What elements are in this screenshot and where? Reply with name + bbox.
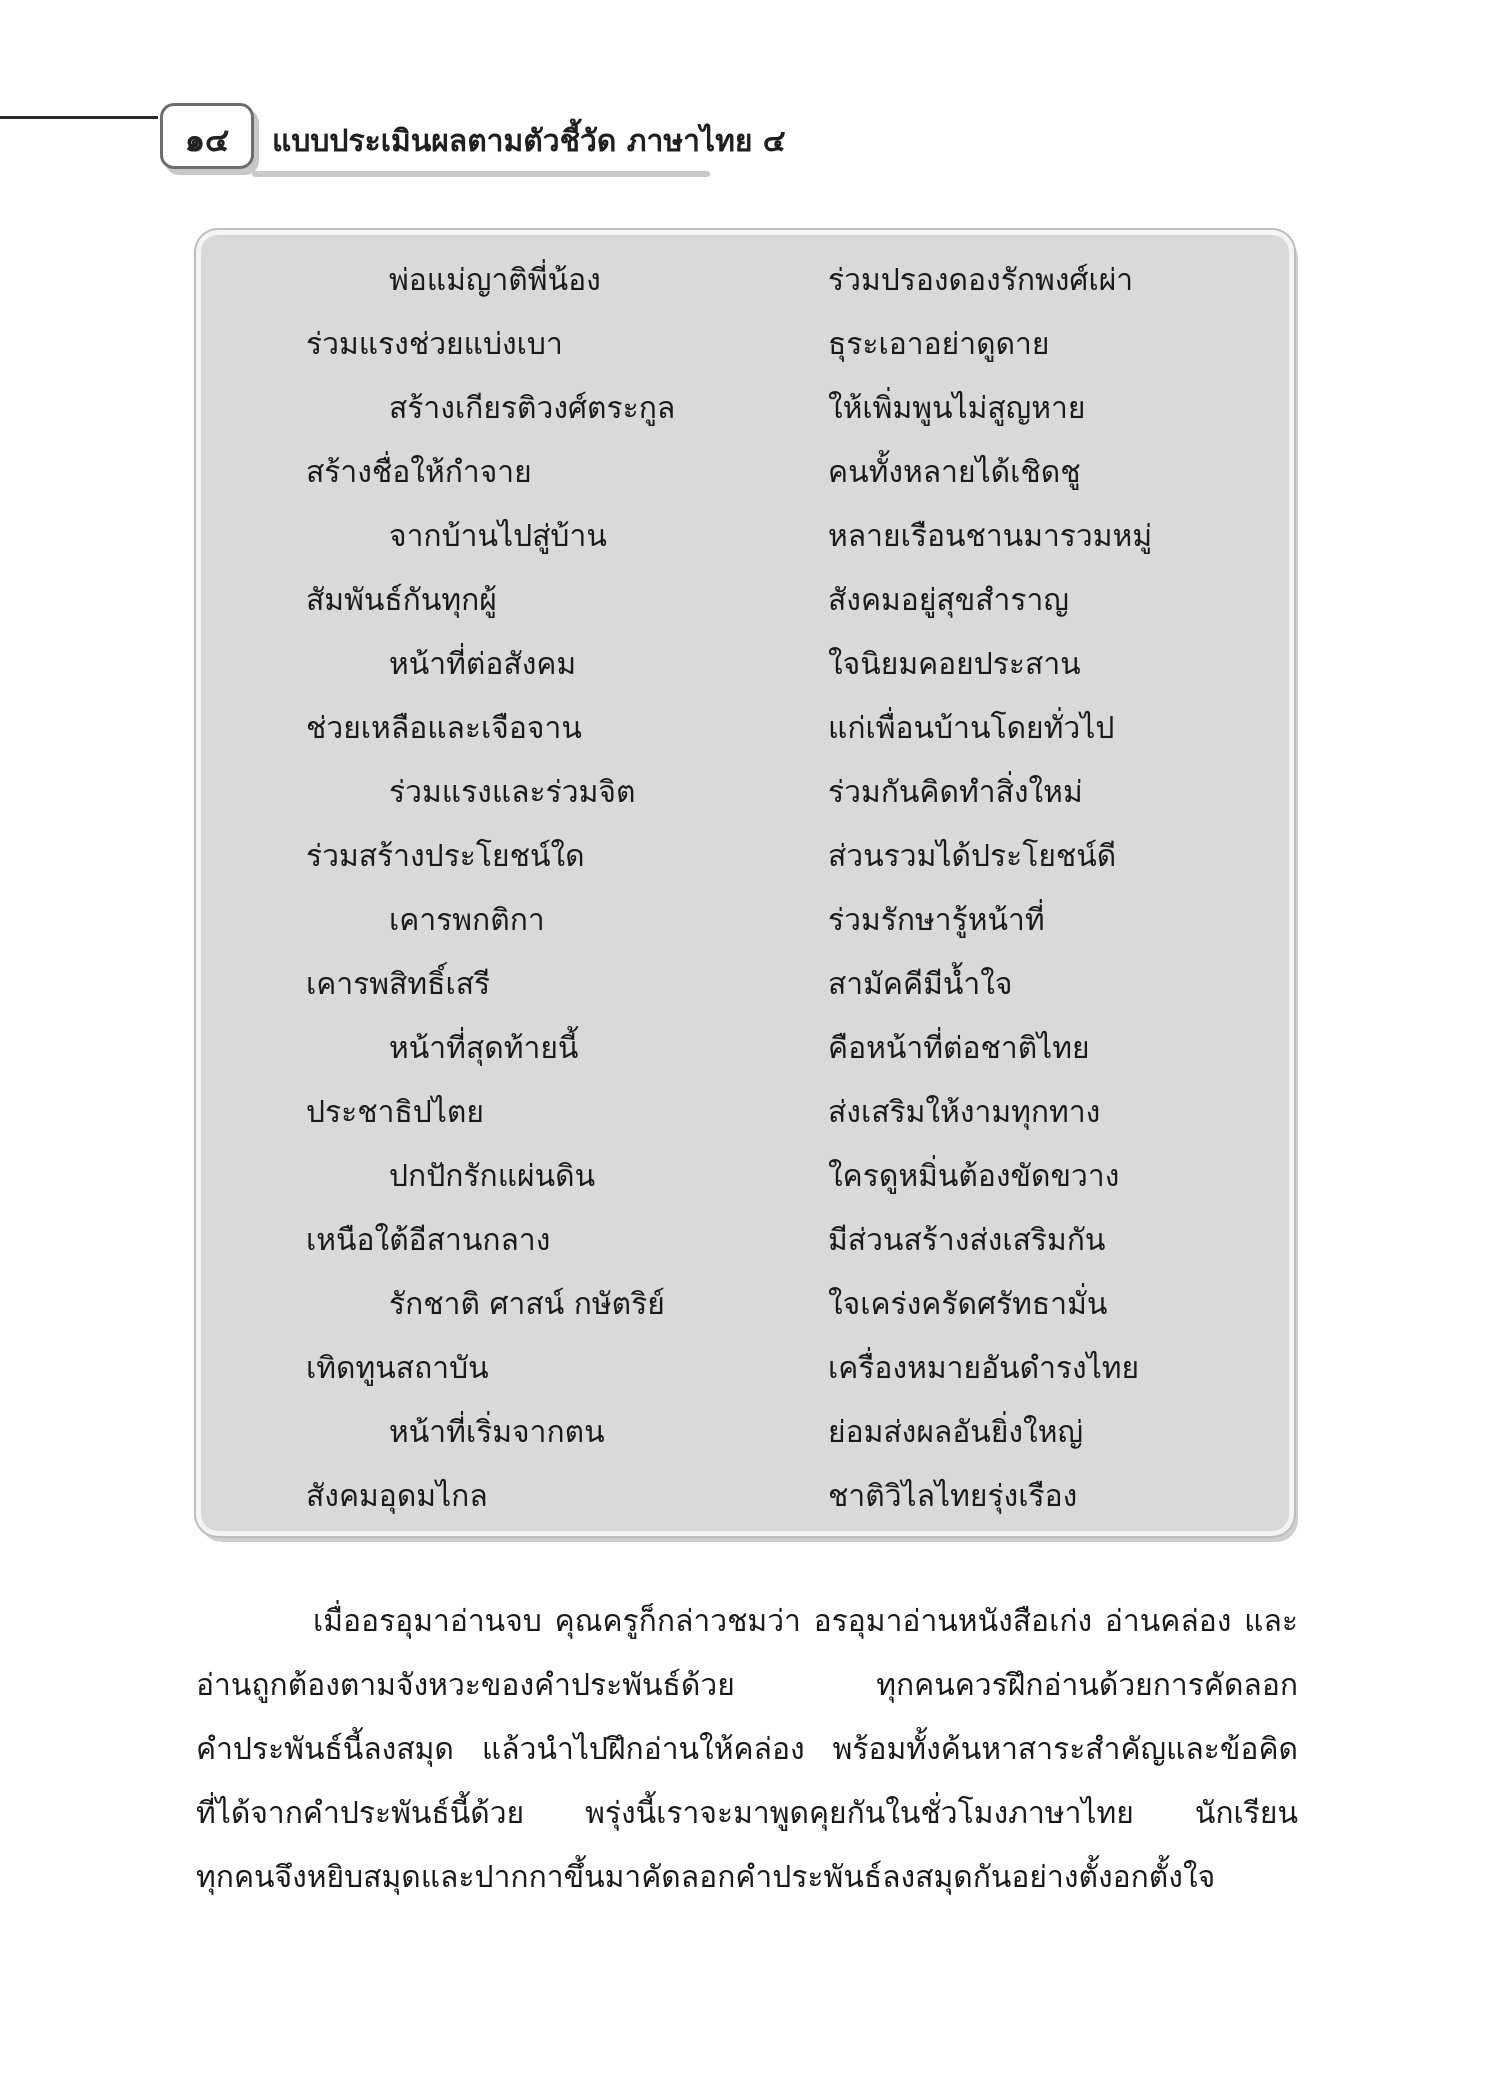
poem-line-first-half: หน้าที่สุดท้ายนี้ xyxy=(389,1031,579,1066)
poem-line-second-half: ย่อมส่งผลอันยิ่งใหญ่ xyxy=(828,1415,1084,1450)
poem-line xyxy=(201,1337,1289,1401)
page-number-tab xyxy=(160,103,254,169)
prose-line: อ่านถูกต้องตามจังหวะของคำประพันธ์ด้วย ทุกคนควรฝึกอ่านด้วยการคัดลอก xyxy=(196,1668,1298,1703)
poem-line-first-half: ร่วมสร้างประโยชน์ใด xyxy=(306,839,585,874)
poem-line-first-half: เคารพสิทธิ์เสรี xyxy=(306,967,491,1002)
poem-line-second-half: แก่เพื่อนบ้านโดยทั่วไป xyxy=(828,711,1115,746)
header-rule xyxy=(0,116,158,119)
poem-line xyxy=(201,569,1289,633)
poem-line-second-half: ร่วมปรองดองรักพงศ์เผ่า xyxy=(828,263,1134,298)
poem-line-first-half: พ่อแม่ญาติพี่น้อง xyxy=(389,263,601,298)
poem-line-second-half: ส่วนรวมได้ประโยชน์ดี xyxy=(828,839,1117,874)
poem-line-first-half: หน้าที่ต่อสังคม xyxy=(389,647,577,682)
poem-line xyxy=(201,1273,1289,1337)
header-title: แบบประเมินผลตามตัวชี้วัด ภาษาไทย ๔ xyxy=(272,124,786,159)
header-underline xyxy=(252,171,710,177)
page-header xyxy=(0,90,786,180)
prose-line: ที่ได้จากคำประพันธ์นี้ด้วย พรุ่งนี้เราจะมาพูดคุยกันในชั่วโมงภาษาไทย นักเรียน xyxy=(196,1796,1298,1831)
poem-line-first-half: จากบ้านไปสู่บ้าน xyxy=(389,519,607,554)
page-number: ๑๔ xyxy=(184,121,230,159)
poem-line xyxy=(201,1465,1289,1529)
poem-line-second-half: มีส่วนสร้างส่งเสริมกัน xyxy=(828,1223,1106,1258)
poem-line-second-half: ร่วมรักษารู้หน้าที่ xyxy=(828,903,1045,938)
poem-line xyxy=(201,441,1289,505)
poem-line xyxy=(201,761,1289,825)
poem-line-second-half: ชาติวิไลไทยรุ่งเรือง xyxy=(828,1479,1078,1514)
poem-line xyxy=(201,825,1289,889)
prose-line: ทุกคนจึงหยิบสมุดและปากกาขึ้นมาคัดลอกคำประพันธ์ลงสมุดกันอย่างตั้งอกตั้งใจ xyxy=(196,1860,1216,1895)
poem-line-first-half: สัมพันธ์กันทุกผู้ xyxy=(306,583,497,618)
poem-line-second-half: ร่วมกันคิดทำสิ่งใหม่ xyxy=(828,775,1083,810)
poem-line-second-half: ให้เพิ่มพูนไม่สูญหาย xyxy=(828,391,1086,426)
poem-line xyxy=(201,953,1289,1017)
poem-line-first-half: ร่วมแรงและร่วมจิต xyxy=(389,775,636,810)
poem-line-first-half: เคารพกติกา xyxy=(389,903,545,938)
poem-line-second-half: ใจเคร่งครัดศรัทธามั่น xyxy=(828,1287,1108,1322)
poem-line-second-half: คนทั้งหลายได้เชิดชู xyxy=(828,455,1081,490)
poem-line xyxy=(201,377,1289,441)
poem-line-first-half: เหนือใต้อีสานกลาง xyxy=(306,1223,551,1258)
poem-line-second-half: ใจนิยมคอยประสาน xyxy=(828,647,1081,682)
poem-line-first-half: ประชาธิปไตย xyxy=(306,1095,484,1130)
poem-line-second-half: ธุระเอาอย่าดูดาย xyxy=(828,327,1050,362)
poem-line-second-half: เครื่องหมายอันดำรงไทย xyxy=(828,1351,1140,1386)
poem-box xyxy=(196,230,1294,1536)
poem-line-second-half: ส่งเสริมให้งามทุกทาง xyxy=(828,1095,1101,1130)
poem-line xyxy=(201,1017,1289,1081)
poem-line-second-half: หลายเรือนชานมารวมหมู่ xyxy=(828,519,1153,554)
poem-line xyxy=(201,505,1289,569)
poem-line-first-half: ปกปักรักแผ่นดิน xyxy=(389,1159,596,1194)
poem-line xyxy=(201,1401,1289,1465)
poem-line-first-half: รักชาติ ศาสน์ กษัตริย์ xyxy=(389,1287,665,1322)
poem-line-second-half: ใครดูหมิ่นต้องขัดขวาง xyxy=(828,1159,1120,1194)
poem-line xyxy=(201,1081,1289,1145)
poem-line xyxy=(201,249,1289,313)
prose-line: คำประพันธ์นี้ลงสมุด แล้วนำไปฝึกอ่านให้คล่อง พร้อมทั้งค้นหาสาระสำคัญและข้อคิด xyxy=(196,1732,1298,1767)
poem-line xyxy=(201,697,1289,761)
poem-line-second-half: คือหน้าที่ต่อชาติไทย xyxy=(828,1031,1090,1066)
poem-line xyxy=(201,313,1289,377)
poem-line-first-half: ร่วมแรงช่วยแบ่งเบา xyxy=(306,327,563,362)
prose-line: เมื่ออรอุมาอ่านจบ คุณครูก็กล่าวชมว่า อรอุมาอ่านหนังสือเก่ง อ่านคล่อง และ xyxy=(313,1604,1298,1639)
poem-line xyxy=(201,633,1289,697)
poem-line xyxy=(201,889,1289,953)
poem-line-first-half: สร้างเกียรติวงศ์ตระกูล xyxy=(389,391,676,426)
poem-line-first-half: หน้าที่เริ่มจากตน xyxy=(389,1415,605,1450)
poem-line-second-half: สามัคคีมีน้ำใจ xyxy=(828,967,1013,1002)
poem-line-second-half: สังคมอยู่สุขสำราญ xyxy=(828,583,1069,618)
poem-line xyxy=(201,1209,1289,1273)
poem-line-first-half: เทิดทูนสถาบัน xyxy=(306,1351,489,1386)
poem-line-first-half: สร้างชื่อให้กำจาย xyxy=(306,455,532,490)
poem-line-first-half: ช่วยเหลือและเจือจาน xyxy=(306,711,582,746)
prose-paragraph xyxy=(196,1590,1298,1910)
poem-line-first-half: สังคมอุดมไกล xyxy=(306,1479,488,1514)
poem-line xyxy=(201,1145,1289,1209)
